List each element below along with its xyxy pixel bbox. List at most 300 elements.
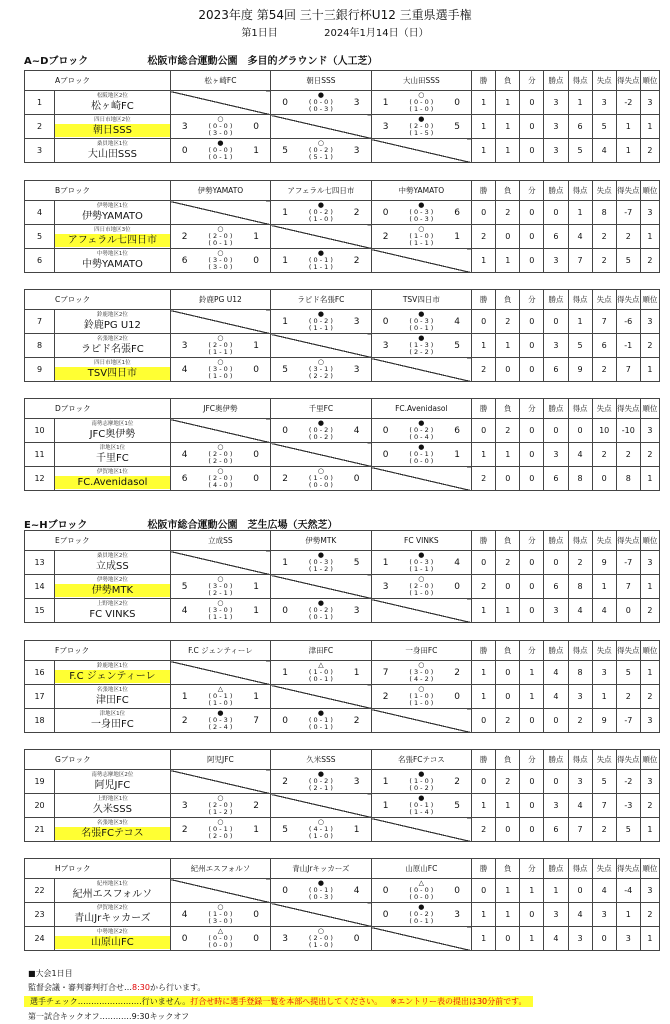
stat-header: 得失点	[616, 531, 640, 551]
score-against: 5	[454, 800, 460, 811]
team-qualifier: 四日市地区1位	[94, 359, 131, 366]
stat-header: 勝	[472, 399, 496, 419]
stat-value: 2	[640, 903, 659, 927]
team-number: 23	[25, 903, 55, 927]
stat-value: 2	[496, 551, 520, 575]
score-against: 0	[253, 121, 260, 132]
self-match-cell	[371, 599, 471, 623]
stat-value: 0	[520, 575, 544, 599]
stat-value: 1	[496, 794, 520, 818]
stat-header: 失点	[592, 641, 616, 661]
stat-value: 9	[568, 358, 592, 382]
stat-value: 3	[640, 419, 659, 443]
team-qualifier: 名張地区2位	[96, 335, 128, 342]
stat-value: 0	[520, 91, 544, 115]
stat-value: 1	[616, 115, 640, 139]
result-mark: ●	[317, 249, 324, 257]
result-mark: ●	[217, 139, 224, 147]
group-table	[24, 70, 660, 163]
team-qualifier: 紀州地区1位	[96, 880, 128, 887]
team-row	[25, 443, 660, 467]
stat-value: 0	[496, 661, 520, 685]
opponent-header: 中勢YAMATO	[371, 181, 471, 201]
result-mark: ○	[317, 358, 324, 366]
result-mark: ●	[217, 709, 224, 717]
team-number: 8	[25, 334, 55, 358]
opponent-header: 津田FC	[271, 641, 371, 661]
team-cell	[55, 551, 171, 575]
score-against: 1	[253, 691, 260, 702]
half2-score: 3 - 0	[213, 917, 228, 925]
half1-score: 2 - 0	[213, 801, 228, 809]
team-number: 18	[25, 709, 55, 733]
team-number: 20	[25, 794, 55, 818]
self-match-cell	[371, 139, 471, 163]
stat-value: 2	[472, 467, 496, 491]
half2-score: 1 - 0	[413, 105, 429, 113]
stat-value: 1	[616, 903, 640, 927]
half2-score: 1 - 0	[413, 589, 429, 597]
half2-score: 4 - 2	[413, 675, 429, 683]
score-for: 1	[282, 316, 288, 327]
score-for: 5	[181, 581, 188, 592]
score-for: 2	[382, 231, 389, 242]
stat-value: 1	[472, 661, 496, 685]
team-row	[25, 818, 660, 842]
stat-header: 得点	[568, 399, 592, 419]
match-result-cell: 0 △ ( 0 - 0 ) ( 0 - 0 ) 0	[371, 879, 471, 903]
match-result-cell: 2 ○ ( 1 - 0 ) ( 1 - 1 ) 1	[371, 225, 471, 249]
stat-value: 1	[520, 661, 544, 685]
half2-score: 0 - 1	[313, 675, 329, 683]
score-for: 5	[282, 824, 289, 835]
team-name: 伊勢MTK	[55, 584, 170, 597]
score-for: 1	[181, 691, 188, 702]
meeting-time: 8:30	[132, 983, 150, 992]
score-for: 1	[282, 255, 288, 266]
opponent-header: アフェラル七四日市	[271, 181, 371, 201]
half1-score: 0 - 2	[313, 777, 329, 785]
check-label: 選手チェック	[30, 997, 78, 1006]
stat-header: 順位	[640, 750, 659, 770]
score-for: 0	[181, 145, 188, 156]
half1-score: 2 - 0	[313, 934, 329, 942]
section-venue: 松阪市総合運動公園 芝生広場（天然芝）	[147, 520, 338, 531]
group-table	[24, 749, 660, 842]
stat-value: 6	[544, 575, 568, 599]
entry-note: ※エントリー表の提出は30分前です。	[390, 997, 527, 1006]
stat-header: 順位	[640, 290, 659, 310]
score-for: 2	[181, 231, 188, 242]
score-against: 3	[353, 776, 360, 787]
half1-score: 2 - 0	[413, 582, 429, 590]
stat-value: 0	[520, 310, 544, 334]
team-row	[25, 927, 660, 951]
half1-score: 0 - 2	[313, 317, 329, 325]
match-result-cell: 4 ○ ( 1 - 0 ) ( 3 - 0 ) 0	[170, 903, 270, 927]
self-match-cell	[271, 794, 371, 818]
team-qualifier: 鈴鹿地区1位	[96, 662, 128, 669]
stat-header: 負	[496, 290, 520, 310]
stat-header: 分	[520, 290, 544, 310]
stat-header: 勝	[472, 750, 496, 770]
match-result-cell: 3 ○ ( 2 - 0 ) ( 1 - 0 ) 0	[271, 927, 371, 951]
stat-header: 失点	[592, 399, 616, 419]
half2-score: 5 - 1	[313, 153, 329, 161]
match-result-cell: 5 ○ ( 4 - 1 ) ( 1 - 0 ) 1	[271, 818, 371, 842]
team-cell	[55, 575, 171, 599]
score-against: 1	[454, 449, 460, 460]
score-against: 6	[454, 207, 460, 218]
group-name: Hブロック	[25, 859, 171, 879]
stat-value: 3	[592, 91, 616, 115]
self-match-cell	[170, 770, 270, 794]
half2-score: 0 - 3	[313, 893, 329, 901]
score-for: 0	[382, 207, 389, 218]
half1-score: 1 - 0	[213, 910, 228, 918]
result-mark: ○	[418, 661, 425, 669]
score-against: 0	[353, 473, 360, 484]
score-for: 1	[382, 800, 389, 811]
stat-value: 0	[520, 903, 544, 927]
check-text: ……………………行いません。	[77, 997, 191, 1006]
match-result-cell: 5 ○ ( 3 - 1 ) ( 2 - 2 ) 3	[271, 358, 371, 382]
team-qualifier: 伊賀地区2位	[96, 904, 128, 911]
team-number: 19	[25, 770, 55, 794]
score-against: 3	[353, 145, 360, 156]
half2-score: 2 - 0	[213, 457, 228, 465]
footer-player-check-note	[24, 996, 533, 1007]
stat-value: 0	[544, 201, 568, 225]
half2-score: 0 - 0	[313, 481, 329, 489]
stat-value: 2	[640, 685, 659, 709]
half1-score: 0 - 2	[313, 146, 329, 154]
stat-value: 1	[640, 661, 659, 685]
stat-header: 順位	[640, 181, 659, 201]
stat-value: 2	[496, 709, 520, 733]
score-for: 5	[282, 145, 289, 156]
stat-value: 7	[592, 310, 616, 334]
result-mark: ○	[418, 91, 425, 99]
score-against: 0	[253, 909, 259, 920]
opponent-header: FC VINKS	[371, 531, 471, 551]
match-result-cell: 7 ○ ( 3 - 0 ) ( 4 - 2 ) 2	[371, 661, 471, 685]
stat-value: 1	[520, 685, 544, 709]
opponent-header: TSV四日市	[371, 290, 471, 310]
team-qualifier: 中勢地区2位	[96, 928, 128, 935]
score-for: 0	[282, 425, 288, 436]
half1-score: 2 - 0	[413, 122, 429, 130]
stat-value: -2	[616, 770, 640, 794]
stat-value: 4	[592, 879, 616, 903]
stat-value: 0	[520, 225, 544, 249]
stat-value: 5	[568, 334, 592, 358]
stat-header: 得点	[568, 181, 592, 201]
stat-header: 得失点	[616, 641, 640, 661]
team-row	[25, 770, 660, 794]
team-cell	[55, 794, 171, 818]
stat-value: 3	[568, 685, 592, 709]
half2-score: 1 - 5	[413, 129, 429, 137]
opponent-header: 名張FCテコス	[371, 750, 471, 770]
score-for: 3	[282, 933, 288, 944]
stat-value: 0	[520, 358, 544, 382]
score-against: 0	[253, 364, 259, 375]
stat-value: 4	[568, 599, 592, 623]
self-match-cell	[271, 575, 371, 599]
team-name: 紀州エスフォルソ	[72, 888, 153, 900]
half2-score: 1 - 1	[313, 263, 329, 271]
match-result-cell: 0 ● ( 0 - 2 ) ( 0 - 2 ) 4	[271, 419, 371, 443]
half1-score: 0 - 3	[213, 716, 228, 724]
stat-value: 2	[616, 685, 640, 709]
team-row	[25, 599, 660, 623]
half1-score: 3 - 0	[213, 365, 228, 373]
stat-value: 1	[568, 310, 592, 334]
score-for: 0	[282, 97, 289, 108]
self-match-cell	[271, 903, 371, 927]
stat-value: 0	[520, 467, 544, 491]
date-line	[0, 24, 670, 39]
half1-score: 0 - 2	[313, 606, 329, 614]
team-cell	[55, 115, 171, 139]
stat-value: 0	[592, 467, 616, 491]
self-match-cell	[371, 249, 471, 273]
half2-score: 2 - 0	[213, 832, 228, 840]
team-row	[25, 467, 660, 491]
stat-value: 2	[640, 334, 659, 358]
opponent-header: 鈴鹿PG U12	[170, 290, 270, 310]
stat-value: 1	[520, 879, 544, 903]
score-for: 0	[282, 605, 288, 616]
stat-value: 0	[520, 334, 544, 358]
match-result-cell: 3 ● ( 1 - 3 ) ( 2 - 2 ) 5	[371, 334, 471, 358]
self-match-cell	[371, 709, 471, 733]
team-cell	[55, 443, 171, 467]
self-match-cell	[371, 927, 471, 951]
half2-score: 0 - 1	[213, 153, 228, 161]
match-result-cell: 0 ● ( 0 - 0 ) ( 0 - 3 ) 3	[271, 91, 371, 115]
stat-value: 4	[544, 661, 568, 685]
team-number: 14	[25, 575, 55, 599]
match-result-cell: 3 ○ ( 0 - 0 ) ( 3 - 0 ) 0	[170, 115, 270, 139]
team-qualifier: 松阪地区2位	[96, 92, 128, 99]
self-match-cell	[170, 91, 270, 115]
section-name: E~Hブロック	[24, 520, 88, 531]
stat-value: 8	[592, 201, 616, 225]
stat-value: 0	[496, 818, 520, 842]
stat-value: 9	[592, 551, 616, 575]
team-number: 11	[25, 443, 55, 467]
stat-value: 1	[472, 599, 496, 623]
stat-value: 1	[640, 927, 659, 951]
team-name: TSV四日市	[55, 367, 170, 380]
score-against: 0	[353, 933, 360, 944]
team-row	[25, 419, 660, 443]
team-row	[25, 794, 660, 818]
stat-value: 7	[568, 818, 592, 842]
self-match-cell	[170, 661, 270, 685]
opponent-header: 青山Jrキッカーズ	[271, 859, 371, 879]
match-result-cell: 4 ○ ( 2 - 0 ) ( 2 - 0 ) 0	[170, 443, 270, 467]
score-for: 1	[382, 97, 389, 108]
stat-value: 0	[472, 709, 496, 733]
score-for: 4	[181, 364, 188, 375]
stat-value: 10	[592, 419, 616, 443]
half2-score: 1 - 0	[313, 832, 329, 840]
score-for: 3	[382, 340, 389, 351]
stat-header: 勝	[472, 859, 496, 879]
score-for: 3	[181, 800, 188, 811]
stat-header: 分	[520, 399, 544, 419]
team-name: 久米SSS	[92, 803, 132, 815]
stat-header: 勝点	[544, 399, 568, 419]
group-header-row	[25, 71, 660, 91]
half1-score: 0 - 0	[213, 146, 228, 154]
score-against: 4	[353, 425, 360, 436]
team-row	[25, 201, 660, 225]
team-cell	[55, 685, 171, 709]
stat-header: 勝	[472, 290, 496, 310]
stat-value: 1	[472, 249, 496, 273]
half2-score: 2 - 2	[313, 372, 329, 380]
stat-header: 勝点	[544, 71, 568, 91]
stat-value: 3	[544, 249, 568, 273]
stat-value: 3	[544, 794, 568, 818]
stat-value: 3	[640, 201, 659, 225]
team-name: 山原山FC	[55, 936, 170, 949]
team-name: FC.Avenidasol	[55, 476, 170, 489]
result-mark: ●	[317, 310, 324, 318]
team-cell	[55, 139, 171, 163]
match-result-cell: 1 ● ( 0 - 3 ) ( 1 - 2 ) 5	[271, 551, 371, 575]
team-name: 朝日SSS	[55, 124, 170, 137]
score-against: 2	[353, 715, 360, 726]
result-mark: ○	[418, 685, 425, 693]
stat-value: 0	[520, 818, 544, 842]
score-for: 2	[181, 824, 188, 835]
stat-header: 失点	[592, 71, 616, 91]
half2-score: 2 - 1	[213, 589, 228, 597]
team-qualifier: 伊勢地区1位	[96, 202, 128, 209]
group-table	[24, 530, 660, 623]
team-row	[25, 575, 660, 599]
group-name: Fブロック	[25, 641, 171, 661]
half1-score: 3 - 1	[313, 365, 329, 373]
group-header-row	[25, 399, 660, 419]
team-name: 中勢YAMATO	[81, 258, 143, 270]
half2-score: 0 - 2	[313, 433, 329, 441]
stat-header: 勝点	[544, 181, 568, 201]
half1-score: 0 - 2	[313, 426, 329, 434]
stat-value: -3	[616, 794, 640, 818]
stat-value: 4	[592, 139, 616, 163]
stat-value: 5	[592, 115, 616, 139]
half2-score: 0 - 4	[413, 433, 429, 441]
result-mark: ○	[217, 225, 224, 233]
stat-value: 8	[616, 467, 640, 491]
stat-value: 2	[472, 575, 496, 599]
team-name: 一身田FC	[91, 718, 134, 730]
team-name: 阿児JFC	[94, 779, 131, 791]
score-for: 1	[382, 776, 389, 787]
score-against: 4	[353, 885, 360, 896]
group-table	[24, 858, 660, 951]
score-for: 6	[181, 473, 188, 484]
half2-score: 1 - 0	[313, 941, 329, 949]
stat-value: 8	[568, 661, 592, 685]
result-mark: ●	[418, 115, 425, 123]
opponent-header: 阿児JFC	[170, 750, 270, 770]
score-against: 1	[454, 231, 460, 242]
team-qualifier: 四日市地区3位	[94, 226, 131, 233]
half2-score: 2 - 4	[213, 723, 228, 731]
team-row	[25, 139, 660, 163]
half1-score: 0 - 0	[213, 122, 228, 130]
stat-header: 負	[496, 399, 520, 419]
stat-value: 1	[496, 879, 520, 903]
match-result-cell: 2 ● ( 0 - 3 ) ( 2 - 4 ) 7	[170, 709, 270, 733]
group-table	[24, 398, 660, 491]
self-match-cell	[170, 201, 270, 225]
score-against: 2	[454, 667, 460, 678]
score-for: 1	[282, 207, 288, 218]
match-result-cell: 3 ○ ( 2 - 0 ) ( 1 - 2 ) 2	[170, 794, 270, 818]
team-number: 4	[25, 201, 55, 225]
half1-score: 1 - 3	[413, 341, 429, 349]
stat-value: 3	[640, 709, 659, 733]
stat-value: 2	[496, 419, 520, 443]
team-qualifier: 津地区1位	[99, 444, 126, 451]
result-mark: ●	[317, 770, 324, 778]
score-for: 1	[382, 557, 389, 568]
score-for: 0	[382, 449, 389, 460]
stat-value: 3	[640, 551, 659, 575]
stat-header: 勝点	[544, 859, 568, 879]
stat-header: 分	[520, 641, 544, 661]
half2-score: 3 - 0	[213, 263, 228, 271]
stat-value: 0	[472, 879, 496, 903]
team-qualifier: 鈴鹿地区2位	[96, 311, 128, 318]
result-mark: ●	[317, 599, 324, 607]
team-number: 1	[25, 91, 55, 115]
stat-value: 0	[544, 551, 568, 575]
match-result-cell: 1 ● ( 0 - 1 ) ( 1 - 1 ) 2	[271, 249, 371, 273]
team-cell	[55, 249, 171, 273]
stat-value: 3	[592, 661, 616, 685]
score-for: 2	[181, 715, 188, 726]
stat-value: 4	[568, 794, 592, 818]
stat-value: 4	[544, 685, 568, 709]
stat-value: 0	[496, 575, 520, 599]
team-row	[25, 91, 660, 115]
stat-value: 3	[616, 927, 640, 951]
meeting-text-end: から行います。	[149, 983, 206, 992]
stat-value: 3	[544, 91, 568, 115]
stat-value: 6	[592, 334, 616, 358]
stat-value: 0	[520, 551, 544, 575]
score-for: 7	[382, 667, 389, 678]
group-header-row	[25, 641, 660, 661]
half2-score: 1 - 2	[313, 565, 329, 573]
score-against: 4	[454, 316, 460, 327]
stat-value: 3	[544, 115, 568, 139]
half2-score: 1 - 0	[313, 215, 329, 223]
stat-value: 1	[544, 879, 568, 903]
stat-value: 1	[496, 599, 520, 623]
half2-score: 0 - 1	[313, 723, 329, 731]
team-row	[25, 225, 660, 249]
